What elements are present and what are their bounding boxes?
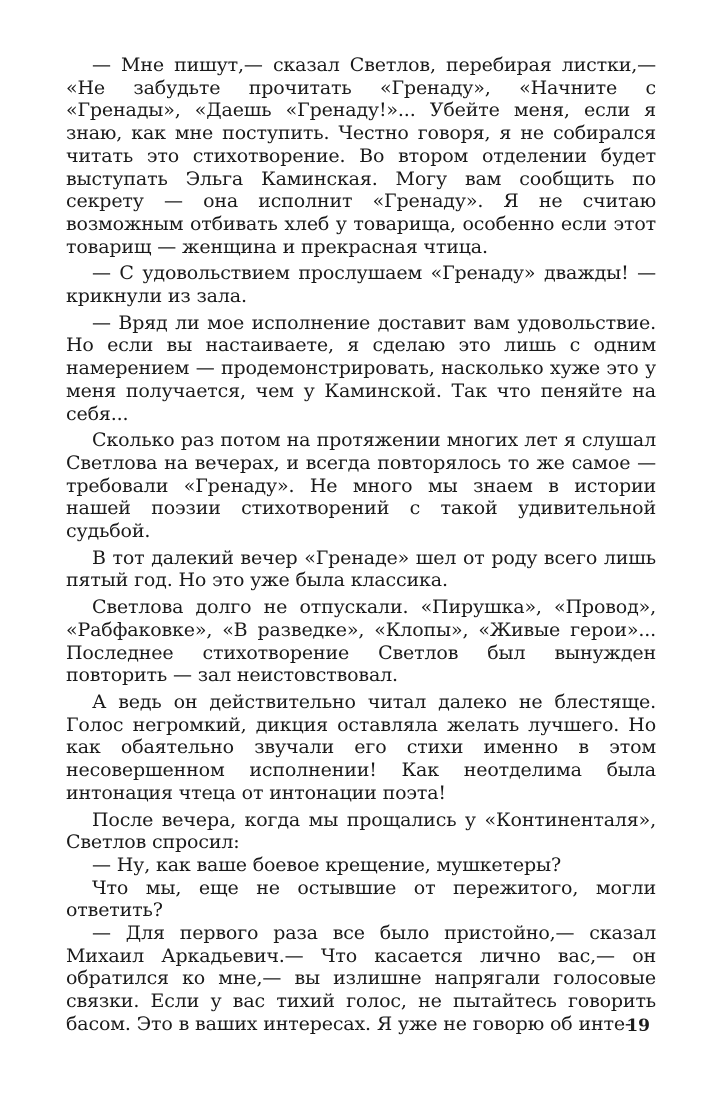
paragraph-11: — Для первого раза все было пристойно,— сказал Михаил Аркадьевич.— Что касается лично вас,— он обратился ко мне,— вы излишне напрягали голосовые связки. Если у вас тихий голос, не пытайтесь говорить басом. Это в ваших интересах. Я уже не говорю об инте- [66, 922, 656, 1035]
paragraph-2: — С удовольствием прослушаем «Гренаду» дважды! — крикнули из зала. [66, 262, 656, 308]
paragraph-10: Что мы, еще не остывшие от пережитого, могли ответить? [66, 876, 656, 922]
page-text-block [66, 54, 656, 1036]
paragraph-4: Сколько раз потом на протяжении многих лет я слушал Светлова на вечерах, и всегда повторялось то же самое — требовали «Гренаду». Не много мы знаем в истории нашей поэзии стихотворений с такой удивительной судьбой. [66, 429, 656, 543]
paragraph-6: Светлова долго не отпускали. «Пирушка», «Провод», «Рабфаковке», «В разведке», «Клопы», «Живые герои»... Последнее стихотворение Светлов был вынужден повторить — зал неистовствовал. [66, 596, 656, 687]
paragraph-8: После вечера, когда мы прощались у «Континенталя», Светлов спросил: [66, 808, 656, 854]
paragraph-3: — Вряд ли мое исполнение доставит вам удовольствие. Но если вы настаиваете, я сделаю это лишь с одним намерением — продемонстрировать, насколько хуже это у меня получается, чем у Каминской. Так что пеняйте на себя... [66, 311, 656, 425]
page-number: 19 [626, 1016, 650, 1036]
paragraph-7: А ведь он действительно читал далеко не блестяще. Голос негромкий, дикция оставляла желать лучшего. Но как обаятельно звучали его стихи именно в этом несовершенном исполнении! Как неотделима была интонация чтеца от интонации поэта! [66, 690, 656, 804]
paragraph-5: В тот далекий вечер «Гренаде» шел от роду всего лишь пятый год. Но это уже была классика. [66, 546, 656, 592]
paragraph-9: — Ну, как ваше боевое крещение, мушкетеры? [92, 853, 562, 876]
paragraph-1: — Мне пишут,— сказал Светлов, перебирая листки,— «Не забудьте прочитать «Гренаду», «Начните с «Гренады», «Даешь «Гренаду!»... Убейте меня, если я знаю, как мне поступить. Честно говоря, я не собирался читать это стихотворение. Во втором отделении будет выступать Эльга Каминская. Могу вам сообщить по секрету — она исполнит «Гренаду». Я не считаю возможным отбивать хлеб у товарища, особенно если этот товарищ — женщина и прекрасная чтица. [66, 54, 656, 258]
